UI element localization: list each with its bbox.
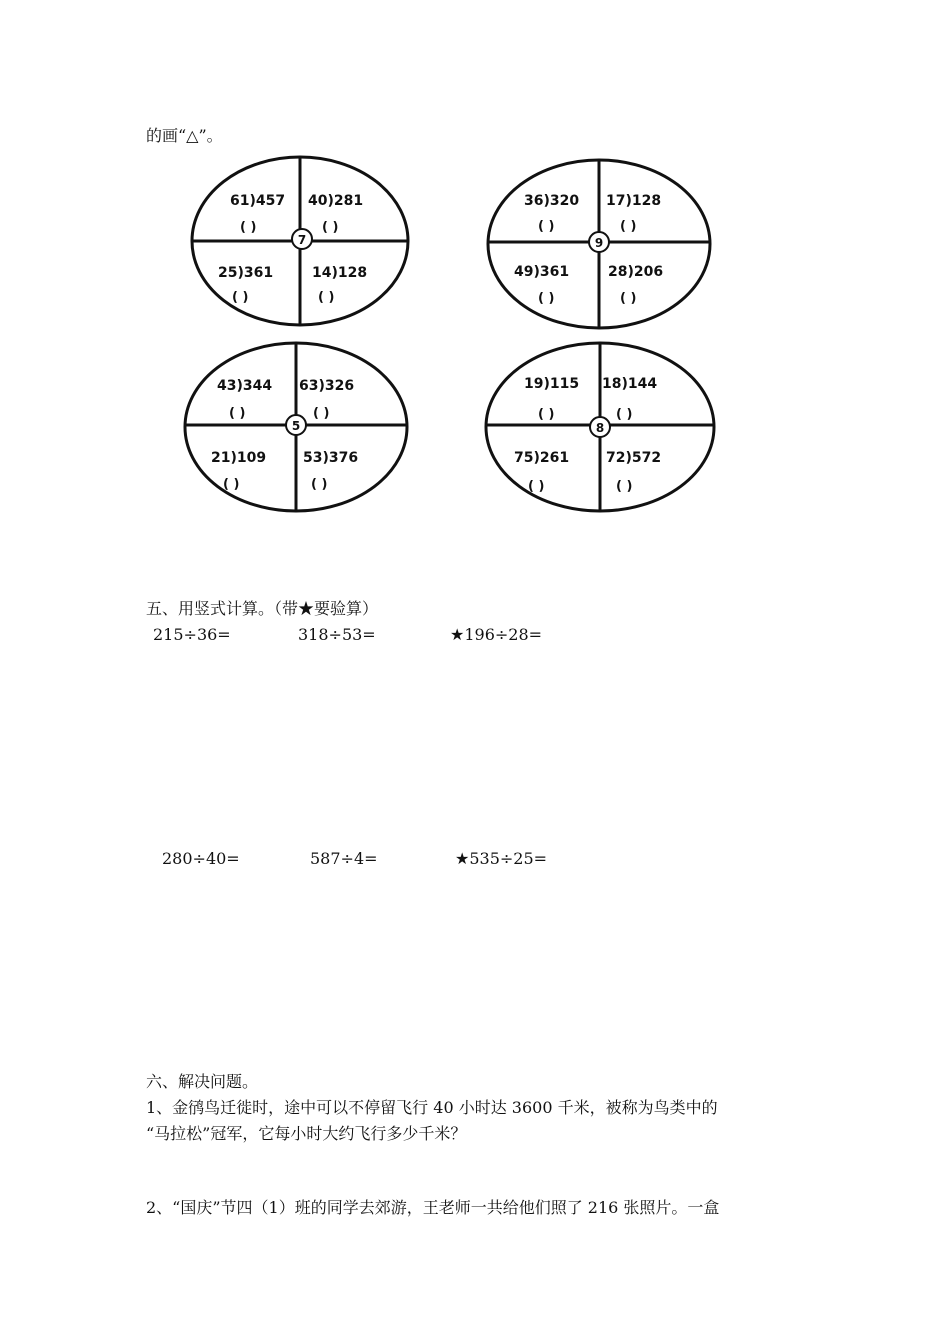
division-problem: 75)261 <box>514 450 570 466</box>
answer-blank: ( ) <box>223 477 240 492</box>
division-circle <box>484 341 716 517</box>
division-circle-svg <box>190 155 410 327</box>
center-divisor: 7 <box>297 233 307 247</box>
division-circle-svg <box>486 158 712 330</box>
division-problem: 18)144 <box>602 376 658 392</box>
division-circle <box>486 158 712 334</box>
division-problem: 25)361 <box>218 265 274 281</box>
calc-problem: ★535÷25= <box>455 849 548 868</box>
answer-blank: ( ) <box>620 291 637 306</box>
division-circle <box>183 341 409 517</box>
calc-problem: 215÷36= <box>153 625 231 644</box>
answer-blank: ( ) <box>311 477 328 492</box>
answer-blank: ( ) <box>322 220 339 235</box>
calc-problem: 280÷40= <box>162 849 240 868</box>
division-problem: 53)376 <box>303 450 359 466</box>
division-circle-svg <box>183 341 409 513</box>
answer-blank: ( ) <box>616 407 633 422</box>
question-1-line-2: “马拉松”冠军，它每小时大约飞行多少千米？ <box>146 1124 467 1143</box>
answer-blank: ( ) <box>318 290 335 305</box>
question-1-line-1: 1、金鸻鸟迁徙时，途中可以不停留飞行 40 小时达 3600 千米，被称为鸟类中的 <box>146 1098 718 1117</box>
intro-line: 的画“△”。 <box>146 126 223 145</box>
answer-blank: ( ) <box>620 219 637 234</box>
division-problem: 21)109 <box>211 450 267 466</box>
division-problem: 19)115 <box>524 376 580 392</box>
answer-blank: ( ) <box>313 406 330 421</box>
calc-problem: 318÷53= <box>298 625 376 644</box>
division-problem: 36)320 <box>524 193 580 209</box>
division-circle-svg <box>484 341 716 513</box>
division-problem: 40)281 <box>308 193 364 209</box>
center-divisor: 8 <box>595 421 605 435</box>
division-problem: 63)326 <box>299 378 355 394</box>
division-problem: 28)206 <box>608 264 664 280</box>
calc-problem: ★196÷28= <box>450 625 543 644</box>
center-divisor: 5 <box>291 419 301 433</box>
division-problem: 14)128 <box>312 265 368 281</box>
section6-title: 六、解决问题。 <box>146 1072 259 1091</box>
answer-blank: ( ) <box>616 479 633 494</box>
answer-blank: ( ) <box>232 290 249 305</box>
answer-blank: ( ) <box>229 406 246 421</box>
question-2-line-1: 2、“国庆”节四（1）班的同学去郊游，王老师一共给他们照了 216 张照片。一盒 <box>146 1198 720 1217</box>
division-circle <box>190 155 410 331</box>
division-problem: 17)128 <box>606 193 662 209</box>
answer-blank: ( ) <box>538 407 555 422</box>
answer-blank: ( ) <box>538 291 555 306</box>
answer-blank: ( ) <box>240 220 257 235</box>
division-problem: 49)361 <box>514 264 570 280</box>
answer-blank: ( ) <box>528 479 545 494</box>
center-divisor: 9 <box>594 236 604 250</box>
section5-title: 五、用竖式计算。（带★要验算） <box>146 599 379 618</box>
answer-blank: ( ) <box>538 219 555 234</box>
division-problem: 61)457 <box>230 193 286 209</box>
division-problem: 43)344 <box>217 378 273 394</box>
division-problem: 72)572 <box>606 450 662 466</box>
calc-problem: 587÷4= <box>310 849 378 868</box>
